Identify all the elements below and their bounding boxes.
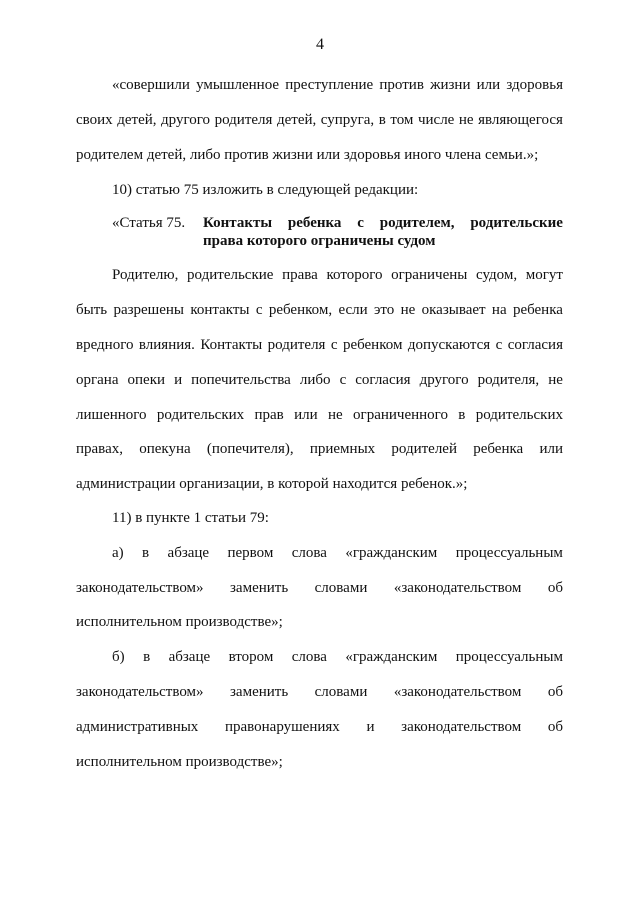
word: с xyxy=(339,372,347,388)
word: процессуальным xyxy=(455,649,563,665)
word: заменить xyxy=(230,580,289,596)
word: об xyxy=(547,580,563,596)
paragraph-line xyxy=(76,718,563,736)
word: б) xyxy=(112,649,125,665)
word: могут xyxy=(525,267,563,283)
page-number: 4 xyxy=(316,36,324,53)
word: заменить xyxy=(230,684,289,700)
paragraph-line xyxy=(112,648,563,666)
word: являющегося xyxy=(478,112,563,128)
word: супруга, xyxy=(320,112,375,128)
word: родителя xyxy=(267,337,326,353)
word: числе xyxy=(417,112,455,128)
paragraph-line xyxy=(76,111,563,129)
word: административных xyxy=(76,719,199,735)
word: детей, xyxy=(117,112,157,128)
list-item-heading: 11) в пункте 1 статьи 79: xyxy=(112,510,269,526)
word: опеки xyxy=(127,372,166,388)
word: влияния. xyxy=(138,337,195,353)
paragraph-line xyxy=(76,683,563,701)
word: своих xyxy=(76,112,113,128)
word: или xyxy=(294,407,318,423)
word: это xyxy=(373,302,395,318)
word: словами xyxy=(314,580,368,596)
paragraph-line xyxy=(76,406,563,424)
word: «совершили xyxy=(112,77,190,93)
word: лишенного xyxy=(76,407,147,423)
word: с xyxy=(255,302,263,318)
word: которого xyxy=(326,267,383,283)
word: другого xyxy=(161,112,211,128)
paragraph-line: родителем детей, либо против жизни или здоровья иного члена семьи.»; xyxy=(76,147,539,163)
word: не xyxy=(458,112,474,128)
word: абзаце xyxy=(168,649,211,665)
word: на xyxy=(491,302,507,318)
word: согласия xyxy=(355,372,411,388)
word: жизни xyxy=(430,77,471,93)
word: если xyxy=(338,302,368,318)
word: приемных xyxy=(309,441,376,457)
paragraph-line xyxy=(76,371,563,389)
article-title-line: права которого ограничены судом xyxy=(203,233,436,249)
paragraph-line: исполнительном производстве»; xyxy=(76,754,283,770)
word: с xyxy=(357,215,364,231)
word: об xyxy=(547,684,563,700)
word: не xyxy=(548,372,563,388)
word: абзаце xyxy=(167,545,210,561)
word: согласия xyxy=(507,337,563,353)
word: ребенка xyxy=(512,302,563,318)
word: органа xyxy=(76,372,119,388)
word: словами xyxy=(314,684,368,700)
word: в xyxy=(378,112,386,128)
word: здоровья xyxy=(506,77,563,93)
word: Родителю, xyxy=(112,267,179,283)
paragraph-line: администрации организации, в которой находится ребенок.»; xyxy=(76,476,468,492)
word: родителя, xyxy=(477,372,540,388)
word: и xyxy=(174,372,183,388)
word: законодательством» xyxy=(76,580,204,596)
word: и xyxy=(366,719,375,735)
paragraph-line xyxy=(76,440,563,458)
word: в xyxy=(143,649,151,665)
paragraph-line xyxy=(76,579,563,597)
word: права xyxy=(282,267,318,283)
word: законодательством xyxy=(401,719,522,735)
word: другого xyxy=(419,372,469,388)
paragraph-line xyxy=(112,76,563,94)
word: ребенком, xyxy=(268,302,333,318)
word: умышленное xyxy=(196,77,280,93)
word: попечительства xyxy=(191,372,291,388)
word: ребенка xyxy=(287,215,342,231)
word: правонарушениях xyxy=(224,719,340,735)
word: том xyxy=(390,112,414,128)
article-title-line xyxy=(203,214,563,232)
word: не xyxy=(400,302,416,318)
word: или xyxy=(476,77,501,93)
word: (попечителя), xyxy=(206,441,294,457)
word: Контакты xyxy=(203,215,273,231)
word: законодательством» xyxy=(76,684,204,700)
word: слова xyxy=(291,649,327,665)
word: ограничены xyxy=(391,267,468,283)
word: либо xyxy=(299,372,331,388)
word: «гражданским xyxy=(345,545,438,561)
word: быть xyxy=(76,302,108,318)
word: ребенка xyxy=(473,441,524,457)
article-label: «Статья 75. xyxy=(112,215,186,231)
word: «гражданским xyxy=(345,649,438,665)
word: контакты xyxy=(190,302,250,318)
word: в xyxy=(142,545,150,561)
word: против xyxy=(379,77,424,93)
word: преступление xyxy=(285,77,374,93)
word: вредного xyxy=(76,337,134,353)
word: родительских xyxy=(156,407,245,423)
word: родителя xyxy=(214,112,273,128)
word: родителей xyxy=(391,441,457,457)
article-title xyxy=(203,214,563,250)
word: втором xyxy=(228,649,274,665)
word: слова xyxy=(291,545,327,561)
word: а) xyxy=(112,545,124,561)
word: опекуна xyxy=(139,441,191,457)
word: ограниченного xyxy=(353,407,448,423)
word: не xyxy=(328,407,343,423)
word: разрешены xyxy=(113,302,184,318)
paragraph-line xyxy=(76,336,563,354)
word: «законодательством xyxy=(393,580,522,596)
word: родительские xyxy=(470,215,563,231)
paragraph-line: исполнительном производстве»; xyxy=(76,614,283,630)
word: в xyxy=(458,407,466,423)
word: «законодательством xyxy=(393,684,522,700)
word: оказывает xyxy=(421,302,486,318)
paragraph-line xyxy=(112,544,563,562)
paragraph-line xyxy=(76,301,563,319)
word: с xyxy=(330,337,338,353)
paragraph-line xyxy=(112,266,563,284)
word: правах, xyxy=(76,441,123,457)
word: первом xyxy=(227,545,274,561)
list-item-heading: 10) статью 75 изложить в следующей редакции: xyxy=(112,182,419,198)
word: с xyxy=(495,337,503,353)
word: ребенком xyxy=(342,337,403,353)
word: Контакты xyxy=(200,337,263,353)
word: детей, xyxy=(276,112,317,128)
word: судом, xyxy=(476,267,518,283)
word: родителем, xyxy=(379,215,455,231)
word: прав xyxy=(254,407,284,423)
word: допускаются xyxy=(407,337,491,353)
word: процессуальным xyxy=(455,545,563,561)
word: об xyxy=(547,719,563,735)
word: или xyxy=(539,441,563,457)
word: родительских xyxy=(475,407,563,423)
word: родительские xyxy=(187,267,274,283)
